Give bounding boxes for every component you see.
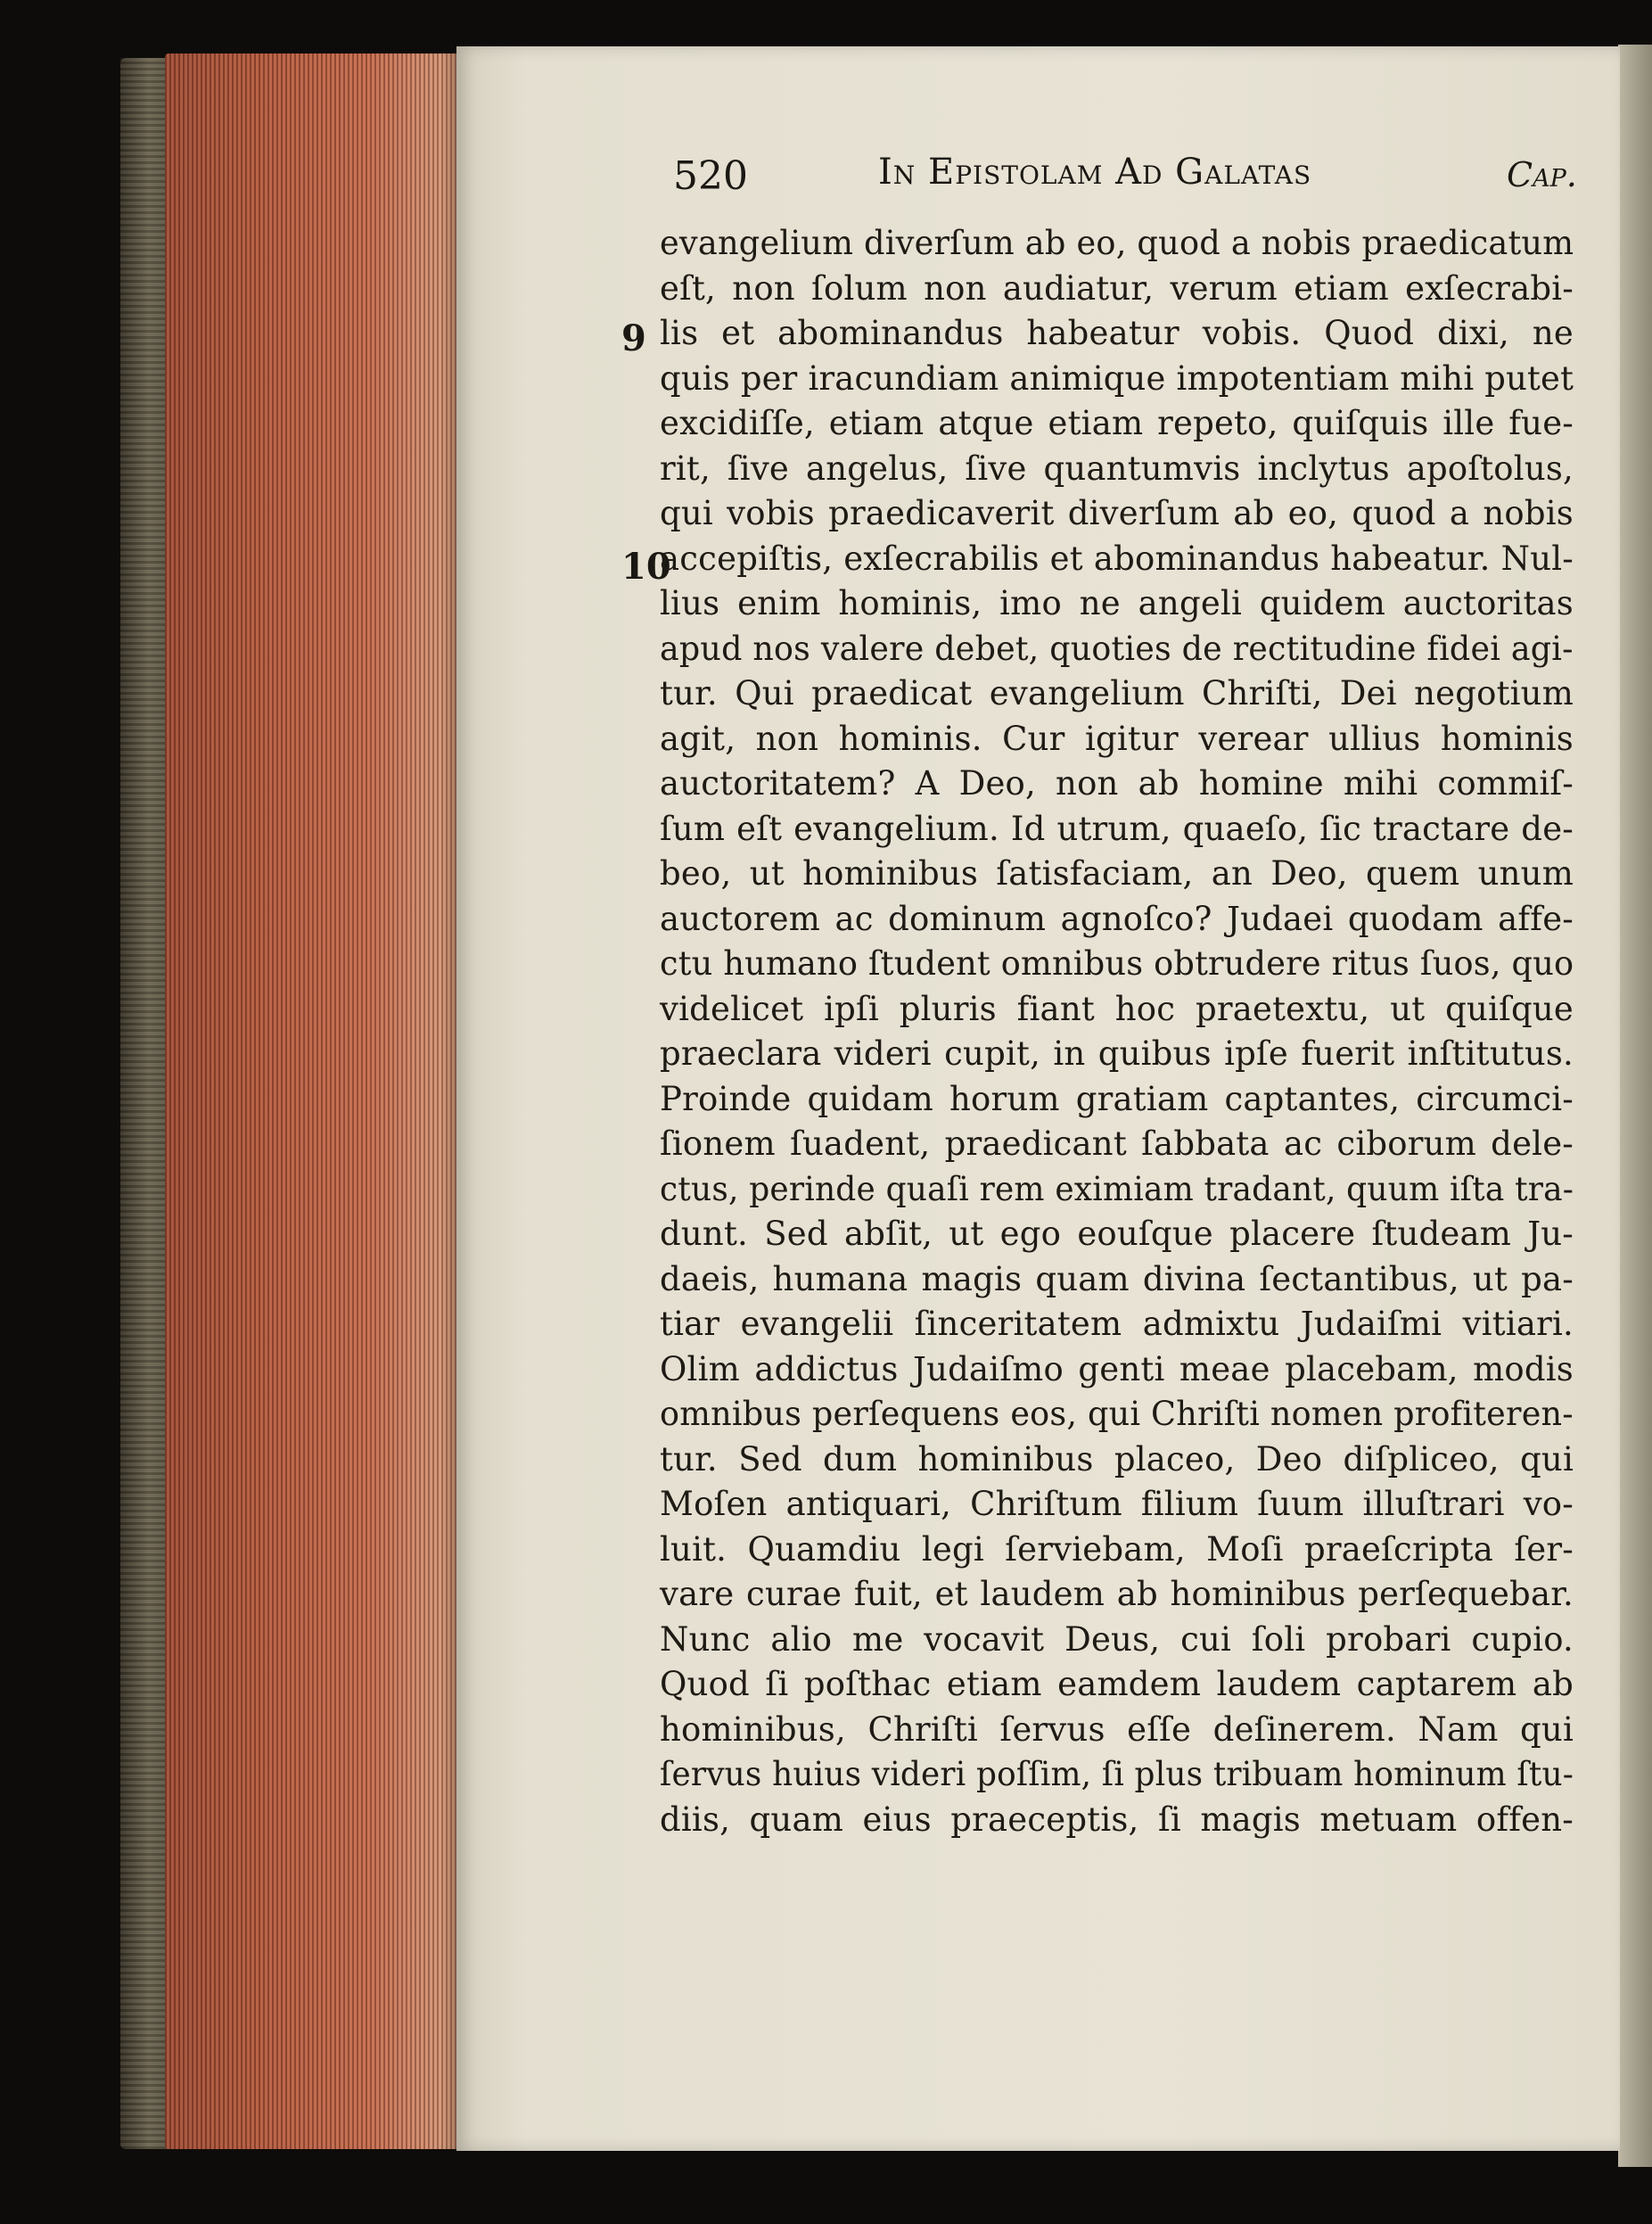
verse-number-10: 10: [621, 546, 671, 588]
text-line: Proinde quidam horum gratiam captantes, circumci-: [660, 1079, 1574, 1118]
text-line: Olim addictus Judaiſmo genti meae placebam, modis: [660, 1349, 1574, 1388]
text-line: luit. Quamdiu legi ſerviebam, Moſi praeſcripta ſer-: [660, 1529, 1574, 1569]
text-line: lis et abominandus habeatur vobis. Quod dixi, ne: [660, 314, 1574, 352]
text-line: accepiſtis, exſecrabilis et abominandus habeatur. Nul-: [660, 539, 1574, 578]
text-line: rit, ſive angelus, ſive quantumvis inclytus apoſtolus,: [660, 449, 1574, 488]
text-line: dunt. Sed abſit, ut ego eouſque placere ſtudeam Ju-: [660, 1215, 1574, 1253]
text-line: daeis, humana magis quam divina ſectantibus, ut pa-: [660, 1259, 1574, 1298]
text-line: quis per iracundiam animique impotentiam mihi putet: [660, 358, 1574, 398]
text-line: beo, ut hominibus ſatisfaciam, an Deo, quem unum: [660, 854, 1574, 893]
text-line: tur. Sed dum hominibus placeo, Deo diſpliceo, qui: [660, 1439, 1574, 1479]
text-line: qui vobis praedicaverit diverſum ab eo, quod a nobis: [660, 494, 1574, 532]
text-line: praeclara videri cupit, in quibus ipſe fuerit inſtitutus.: [660, 1034, 1574, 1073]
text-line: omnibus perſequens eos, qui Chriſti nomen profiteren-: [660, 1395, 1574, 1433]
text-line: evangelium diverſum ab eo, quod a nobis praedicatum: [660, 224, 1574, 262]
page-number: 520: [673, 153, 748, 199]
text-line: Moſen antiquari, Chriſtum filium ſuum illuſtrari vo-: [660, 1485, 1574, 1523]
text-line: vare curae fuit, et laudem ab hominibus perſequebar.: [660, 1575, 1574, 1613]
facing-page-edge: [1618, 45, 1652, 2167]
text-line: ſionem ſuadent, praedicant ſabbata ac ciborum dele-: [660, 1124, 1574, 1163]
text-line: auctoritatem? A Deo, non ab homine mihi commiſ-: [660, 764, 1574, 803]
text-line: auctorem ac dominum agnoſco? Judaei quodam affe-: [660, 899, 1574, 938]
running-header: [673, 152, 1600, 205]
text-line: Quod ſi poſthac etiam eamdem laudem captarem ab: [660, 1665, 1574, 1703]
running-title: In Epistolam Ad Galatas: [878, 152, 1312, 193]
text-line: ſum eſt evangelium. Id utrum, quaeſo, ſic tractare de-: [660, 809, 1574, 848]
text-line: diis, quam eius praeceptis, ſi magis metuam offen-: [660, 1800, 1574, 1839]
text-line: tur. Qui praedicat evangelium Chriſti, Dei negotium: [660, 674, 1574, 713]
verse-number-9: 9: [621, 317, 646, 359]
text-line: ctu humano ſtudent omnibus obtrudere ritus ſuos, quo: [660, 944, 1574, 983]
text-line: ſervus huius videri poſſim, ſi plus tribuam hominum ſtu-: [660, 1755, 1574, 1793]
text-line: agit, non hominis. Cur igitur verear ullius hominis: [660, 719, 1574, 758]
text-line: Nunc alio me vocavit Deus, cui ſoli probari cupio.: [660, 1619, 1574, 1659]
text-line: eſt, non ſolum non audiatur, verum etiam exſecrabi-: [660, 268, 1574, 308]
text-line: excidiſſe, etiam atque etiam repeto, quiſquis ille fue-: [660, 404, 1574, 442]
page-edges: [165, 54, 459, 2149]
text-line: lius enim hominis, imo ne angeli quidem auctoritas: [660, 584, 1574, 622]
chapter-mark: Cap.: [1507, 155, 1577, 194]
text-line: apud nos valere debet, quoties de rectitudine fidei agi-: [660, 629, 1574, 668]
text-line: videlicet ipſi pluris fiant hoc praetextu, ut quiſque: [660, 989, 1574, 1028]
body-text: [660, 221, 1574, 1842]
text-line: ctus, perinde quaſi rem eximiam tradant, quum iſta tra-: [660, 1169, 1574, 1208]
text-line: hominibus, Chriſti ſervus eſſe deſinerem. Nam qui: [660, 1709, 1574, 1749]
text-line: tiar evangelii ſinceritatem admixtu Judaiſmi vitiari.: [660, 1305, 1574, 1343]
